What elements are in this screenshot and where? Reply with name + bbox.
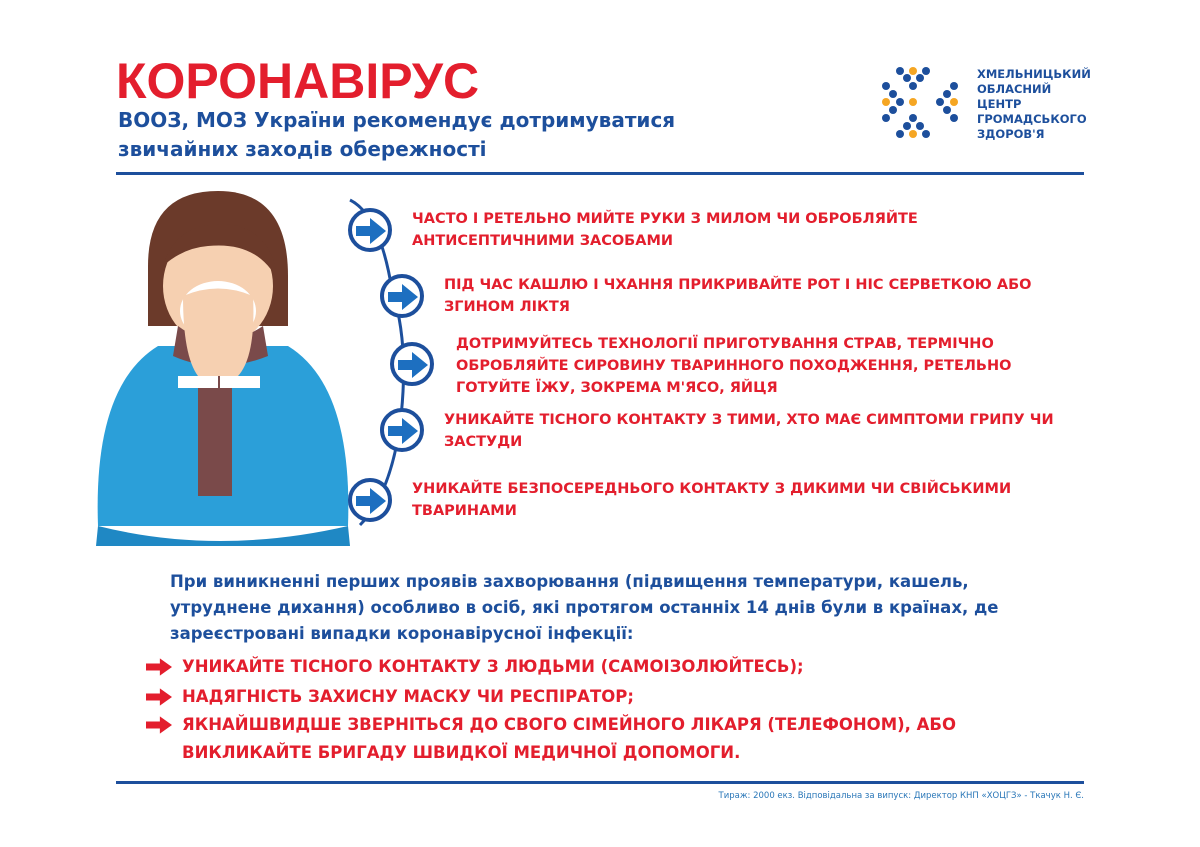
arrow-circle-icon [380, 274, 424, 318]
logo-text [977, 67, 1091, 142]
top-divider [116, 172, 1084, 175]
logo-line: ЗДОРОВ'Я [977, 127, 1045, 141]
logo-line: ХМЕЛЬНИЦЬКИЙ [977, 67, 1091, 81]
sneezing-person-illustration [88, 186, 358, 546]
logo-line: ЦЕНТР [977, 97, 1022, 111]
logo-line: ГРОМАДСЬКОГО [977, 112, 1087, 126]
red-arrow-icon [146, 688, 172, 706]
red-arrow-icon [146, 658, 172, 676]
recommendation-4: УНИКАЙТЕ ТІСНОГО КОНТАКТУ З ТИМИ, ХТО МАЄ СИМПТОМИ ГРИПУ ЧИ ЗАСТУДИ [444, 412, 1054, 450]
footer-imprint: Тираж: 2000 екз. Відповідальна за випуск: Директор КНП «ХОЦГЗ» - Ткачук Н. Є. [718, 791, 1084, 801]
poster: КОРОНАВІРУС ВООЗ, МОЗ України рекомендує дотримуватися звичайних заходів обережності ХМЕЛЬНИЦЬКИЙ ОБЛАСНИЙ ЦЕНТР ГРОМАДСЬКОГО ЗДОРОВ'Я ЧАСТО І РЕТЕЛЬНО МИЙТЕ РУКИ З МИЛОМ ЧИ ОБРОБЛЯЙТЕ АНТИСЕПТИЧНИМИ ЗАСОБАМИ ПІД ЧАС КАШЛЮ І ЧХАННЯ ПРИКРИВАЙТЕ РОТ І НІС СЕРВЕТКОЮ АБО ЗГИНОМ ЛІКТЯ ДОТРИМУЙТЕСЬ ТЕХНОЛОГІЇ ПРИГОТУВАННЯ СТРАВ, ТЕРМІЧНО ОБРОБЛЯЙТЕ СИРОВИНУ ТВАРИННОГО ПОХОДЖЕННЯ, РЕТЕЛЬНО ГОТУЙТЕ ЇЖУ, ЗОКРЕМА М'ЯСО, ЯЙЦЯ УНИКАЙТЕ ТІСНОГО КОНТАКТУ З ТИМИ, ХТО МАЄ СИМПТОМИ ГРИПУ ЧИ ЗАСТУДИ УНИКАЙТЕ БЕЗПОСЕРЕДНЬОГО КОНТАКТУ З ДИКИМИ ЧИ СВІЙСЬКИМИ ТВАРИНАМИ При виникненні перших проявів захворювання (підвищення температури, кашель, утруднене дихання) особливо в осіб, які протягом останніх 14 днів були в країнах, де зареєстровані випадки коронавірусної інфекції: УНИКАЙТЕ ТІСНОГО КОНТАКТУ З ЛЮДЬМИ (САМОІЗОЛЮЙТЕСЬ); НАДЯГНІСТЬ ЗАХИСНУ МАСКУ ЧИ РЕСПІРАТОР; ЯКНАЙШВИДШЕ ЗВЕРНІТЬСЯ ДО СВОГО СІМЕЙНОГО ЛІКАРЯ (ТЕЛЕФОНОМ), АБО ВИКЛИКАЙТЕ БРИГАДУ ШВИДКОЇ МЕДИЧНОЇ ДОПОМОГИ. Тираж: 2000 екз. Відповідальна за випуск: Директор КНП «ХОЦГЗ» - Ткачук Н. Є. [0, 0, 1200, 847]
recommendation-3: ДОТРИМУЙТЕСЬ ТЕХНОЛОГІЇ ПРИГОТУВАННЯ СТРАВ, ТЕРМІЧНО ОБРОБЛЯЙТЕ СИРОВИНУ ТВАРИННОГО ПОХОДЖЕННЯ, РЕТЕЛЬНО ГОТУЙТЕ ЇЖУ, ЗОКРЕМА М'ЯСО, ЯЙЦЯ [456, 336, 1012, 396]
bottom-divider [116, 781, 1084, 784]
arrow-circle-icon [390, 342, 434, 386]
poster-title: КОРОНАВІРУС [116, 53, 480, 109]
logo-dots-icon [880, 66, 960, 146]
recommendation-2: ПІД ЧАС КАШЛЮ І ЧХАННЯ ПРИКРИВАЙТЕ РОТ І НІС СЕРВЕТКОЮ АБО ЗГИНОМ ЛІКТЯ [444, 277, 1032, 315]
subtitle-line-1: ВООЗ, МОЗ України рекомендує дотримуватися [118, 108, 676, 132]
warning-paragraph: При виникненні перших проявів захворювання (підвищення температури, кашель, утруднене дихання) особливо в осіб, які протягом останніх 14 днів були в країнах, де зареєстровані випадки коронавірусної інфекції: [170, 572, 999, 643]
red-arrow-icon [146, 716, 172, 734]
arrow-circle-icon [348, 478, 392, 522]
logo-line: ОБЛАСНИЙ [977, 82, 1052, 96]
arrow-circle-icon [348, 208, 392, 252]
recommendation-5: УНИКАЙТЕ БЕЗПОСЕРЕДНЬОГО КОНТАКТУ З ДИКИМИ ЧИ СВІЙСЬКИМИ ТВАРИНАМИ [412, 481, 1012, 519]
arrow-circle-icon [380, 408, 424, 452]
subtitle-line-2: звичайних заходів обережності [118, 137, 487, 161]
recommendation-1: ЧАСТО І РЕТЕЛЬНО МИЙТЕ РУКИ З МИЛОМ ЧИ ОБРОБЛЯЙТЕ АНТИСЕПТИЧНИМИ ЗАСОБАМИ [412, 211, 918, 249]
